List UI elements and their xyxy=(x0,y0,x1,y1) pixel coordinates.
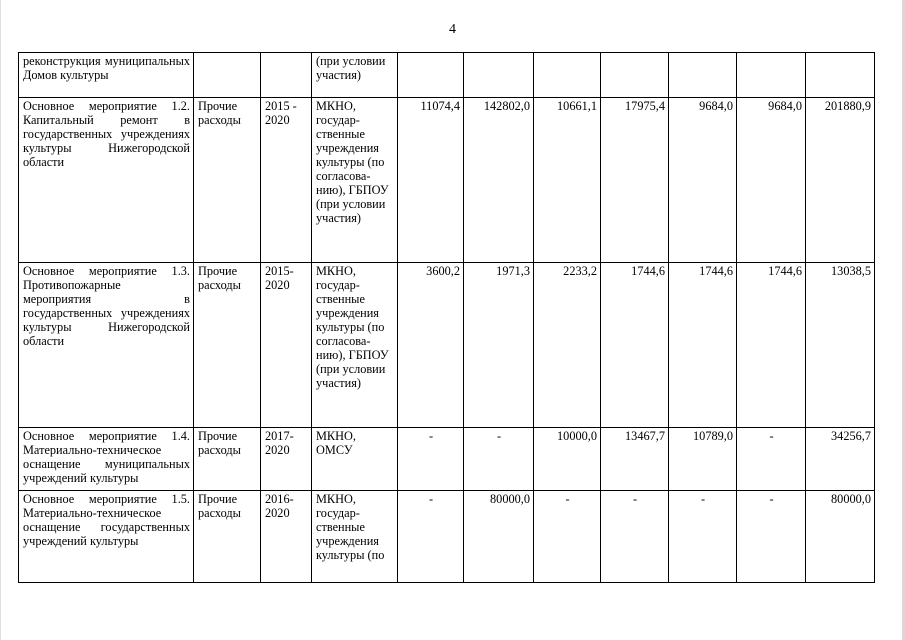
value-cell: - xyxy=(534,491,601,583)
table-row xyxy=(19,491,875,583)
value-cell: 10000,0 xyxy=(534,428,601,491)
value-cell xyxy=(601,53,669,98)
value-cell: 1971,3 xyxy=(464,263,534,428)
value-cell: 1744,6 xyxy=(737,263,806,428)
period-cell: 2017- 2020 xyxy=(261,428,312,491)
executor-cell: МКНО, ОМСУ xyxy=(312,428,398,491)
value-cell: 80000,0 xyxy=(464,491,534,583)
total-cell: 201880,9 xyxy=(806,98,875,263)
value-cell: 2233,2 xyxy=(534,263,601,428)
activity-name-cell: Основное мероприятие 1.3. Противопожарные мероприятия в государственных учреждениях культуры Нижегородской области xyxy=(19,263,194,428)
page-number: 4 xyxy=(449,22,456,37)
total-cell xyxy=(806,53,875,98)
value-cell: - xyxy=(669,491,737,583)
table-row xyxy=(19,53,875,98)
table-row xyxy=(19,428,875,491)
value-cell xyxy=(464,53,534,98)
value-cell: 9684,0 xyxy=(737,98,806,263)
value-cell xyxy=(534,53,601,98)
value-cell xyxy=(737,53,806,98)
value-cell: 17975,4 xyxy=(601,98,669,263)
total-cell: 80000,0 xyxy=(806,491,875,583)
value-cell: 9684,0 xyxy=(669,98,737,263)
table-row xyxy=(19,263,875,428)
activity-name-cell: Основное мероприятие 1.2. Капитальный ремонт в государственных учреждениях культуры Нижегородской области xyxy=(19,98,194,263)
period-cell xyxy=(261,53,312,98)
value-cell: 142802,0 xyxy=(464,98,534,263)
expense-type-cell: Прочие расходы xyxy=(194,428,261,491)
executor-cell: МКНО, государ- ственные учреждения культуры (по согласова- нию), ГБПОУ (при условии участия) xyxy=(312,263,398,428)
executor-cell: МКНО, государ- ственные учреждения культуры (по xyxy=(312,491,398,583)
value-cell: 3600,2 xyxy=(398,263,464,428)
period-cell: 2015 - 2020 xyxy=(261,98,312,263)
period-cell: 2015- 2020 xyxy=(261,263,312,428)
value-cell: - xyxy=(737,428,806,491)
value-cell: - xyxy=(398,428,464,491)
value-cell: - xyxy=(737,491,806,583)
value-cell: - xyxy=(601,491,669,583)
value-cell: - xyxy=(398,491,464,583)
table-row xyxy=(19,98,875,263)
total-cell: 13038,5 xyxy=(806,263,875,428)
expense-type-cell xyxy=(194,53,261,98)
value-cell: 10789,0 xyxy=(669,428,737,491)
value-cell xyxy=(398,53,464,98)
expense-type-cell: Прочие расходы xyxy=(194,491,261,583)
activity-name-cell: Основное мероприятие 1.4. Материально-техническое оснащение муниципальных учреждений культуры xyxy=(19,428,194,491)
period-cell: 2016- 2020 xyxy=(261,491,312,583)
executor-cell: МКНО, государ- ственные учреждения культуры (по согласова- нию), ГБПОУ (при условии участия) xyxy=(312,98,398,263)
expense-type-cell: Прочие расходы xyxy=(194,263,261,428)
activity-name-cell: Основное мероприятие 1.5. Материально-техническое оснащение государственных учреждений культуры xyxy=(19,491,194,583)
value-cell: 1744,6 xyxy=(669,263,737,428)
page-edge xyxy=(0,0,1,640)
program-table xyxy=(18,52,875,583)
executor-cell: (при условии участия) xyxy=(312,53,398,98)
total-cell: 34256,7 xyxy=(806,428,875,491)
value-cell xyxy=(669,53,737,98)
value-cell: 1744,6 xyxy=(601,263,669,428)
expense-type-cell: Прочие расходы xyxy=(194,98,261,263)
activity-name-cell: реконструкция муниципальных Домов культуры xyxy=(19,53,194,98)
value-cell: - xyxy=(464,428,534,491)
value-cell: 11074,4 xyxy=(398,98,464,263)
value-cell: 13467,7 xyxy=(601,428,669,491)
value-cell: 10661,1 xyxy=(534,98,601,263)
